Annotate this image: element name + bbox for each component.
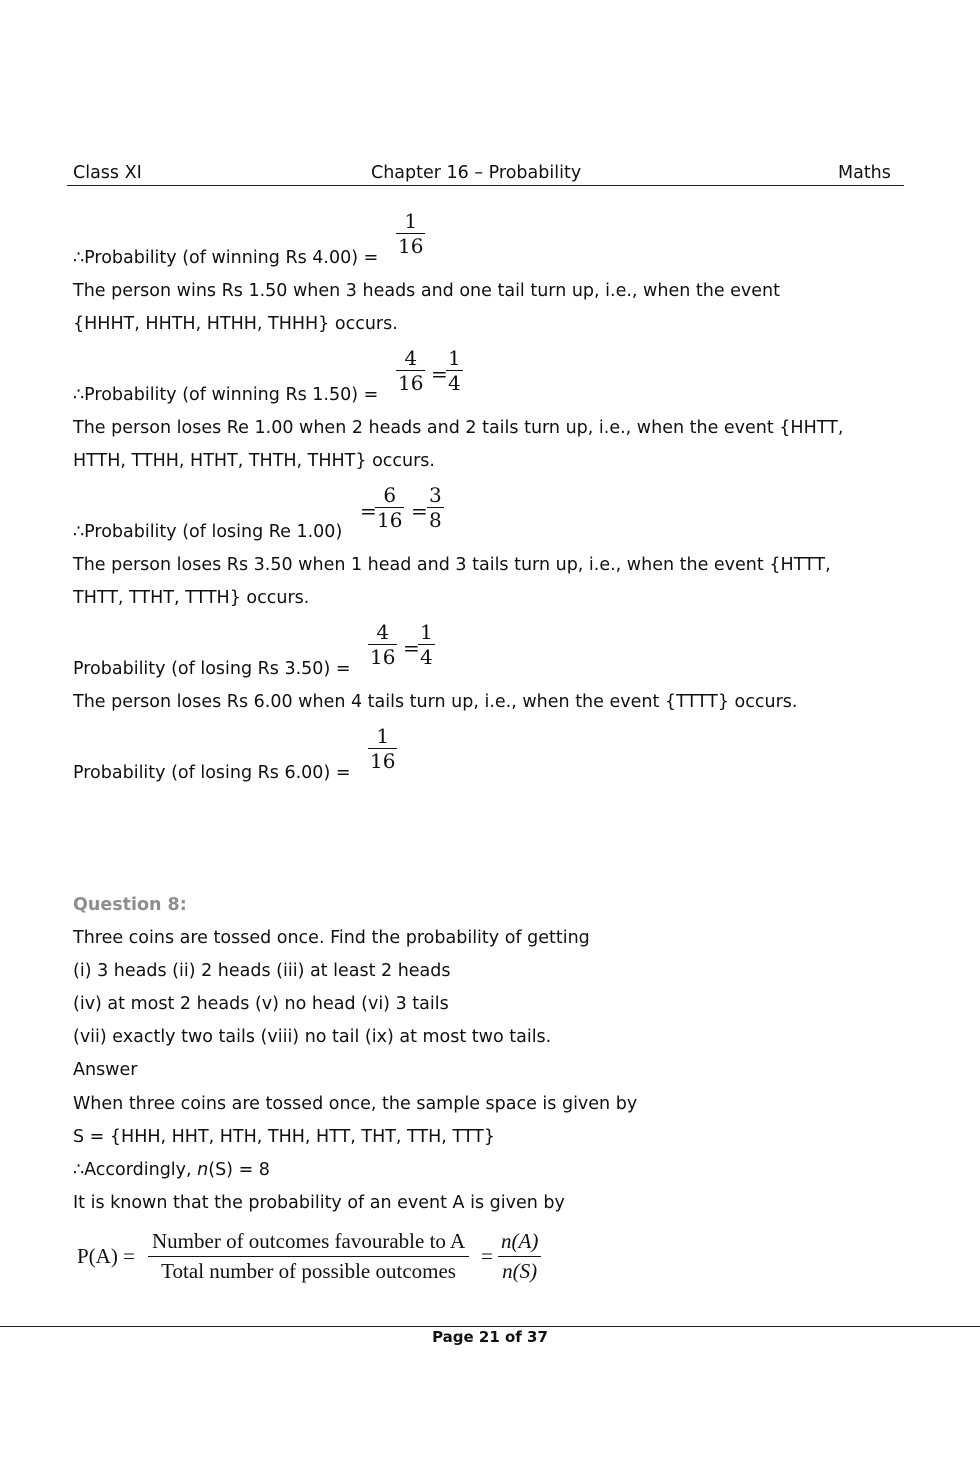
- numerator: 4: [404, 346, 418, 370]
- equals-sign: =: [403, 636, 420, 660]
- fraction-6-16: [375, 483, 404, 532]
- denominator: 16: [398, 371, 424, 395]
- footer-rule: [0, 1326, 980, 1327]
- fraction-3-8: [427, 483, 444, 532]
- text-line: The person loses Re 1.00 when 2 heads and 2 tails turn up, i.e., when the event {HHTT,: [73, 418, 844, 438]
- fraction-1-16: [396, 209, 425, 258]
- text-line: The person wins Rs 1.50 when 3 heads and one tail turn up, i.e., when the event: [73, 281, 780, 301]
- fraction-4-16: [396, 346, 425, 395]
- denominator: 8: [429, 508, 442, 532]
- text-line: The person loses Rs 6.00 when 4 tails turn up, i.e., when the event {TTTT} occurs.: [73, 692, 798, 712]
- fraction-1-4: [418, 620, 435, 669]
- answer-line: S = {HHH, HHT, HTH, THH, HTT, THT, TTH, TTT}: [73, 1127, 495, 1147]
- prob-lose-350-label: Probability (of losing Rs 3.50) =: [73, 659, 351, 679]
- answer-heading: Answer: [73, 1060, 138, 1080]
- answer-line: [73, 1160, 270, 1180]
- denominator: 4: [420, 645, 433, 669]
- formula-lhs: P(A) =: [77, 1244, 135, 1268]
- question-line: (vii) exactly two tails (viii) no tail (ix) at most two tails.: [73, 1027, 552, 1047]
- question-line: (iv) at most 2 heads (v) no head (vi) 3 tails: [73, 994, 449, 1014]
- fraction-4-16: [368, 620, 397, 669]
- fraction-1-16: [368, 724, 397, 773]
- fraction-1-4: [446, 346, 463, 395]
- n-symbol: n: [197, 1160, 209, 1180]
- formula-numerator: n(A): [501, 1229, 539, 1253]
- answer-line: It is known that the probability of an event A is given by: [73, 1193, 565, 1213]
- formula-denominator: n(S): [498, 1256, 541, 1284]
- text-line: {HHHT, HHTH, HTHH, THHH} occurs.: [73, 314, 398, 334]
- numerator: 4: [376, 620, 390, 644]
- answer-text: ∴Accordingly,: [73, 1160, 198, 1180]
- numerator: 1: [420, 620, 433, 644]
- prob-win-150-label: ∴Probability (of winning Rs 1.50) =: [73, 385, 379, 405]
- header-subject: Maths: [838, 163, 891, 183]
- formula-fraction: [148, 1229, 469, 1284]
- question-line: Three coins are tossed once. Find the probability of getting: [73, 928, 590, 948]
- prob-win-4-label: ∴Probability (of winning Rs 4.00) =: [73, 248, 379, 268]
- formula-fraction-n: [498, 1229, 541, 1284]
- question-title: Question 8:: [73, 895, 187, 915]
- denominator: 4: [448, 371, 461, 395]
- formula-denominator: Total number of possible outcomes: [148, 1256, 469, 1284]
- prob-lose-6-label: Probability (of losing Rs 6.00) =: [73, 763, 351, 783]
- numerator: 1: [448, 346, 461, 370]
- header-chapter: Chapter 16 – Probability: [371, 163, 582, 183]
- answer-line: When three coins are tossed once, the sample space is given by: [73, 1094, 638, 1114]
- numerator: 3: [429, 483, 442, 507]
- text-line: THTT, TTHT, TTTH} occurs.: [73, 588, 310, 608]
- page-number: Page 21 of 37: [432, 1328, 548, 1346]
- header-rule: [67, 185, 904, 186]
- equals-sign: =: [431, 362, 448, 386]
- equals-sign: =: [360, 499, 377, 523]
- equals-sign: =: [481, 1244, 493, 1268]
- denominator: 16: [377, 508, 403, 532]
- numerator: 1: [376, 724, 390, 748]
- question-line: (i) 3 heads (ii) 2 heads (iii) at least 2 heads: [73, 961, 451, 981]
- answer-text: (S) = 8: [208, 1160, 270, 1180]
- numerator: 6: [383, 483, 397, 507]
- numerator: 1: [404, 209, 418, 233]
- formula-numerator: Number of outcomes favourable to A: [152, 1229, 466, 1253]
- text-line: HTTH, TTHH, HTHT, THTH, THHT} occurs.: [73, 451, 435, 471]
- denominator: 16: [370, 749, 396, 773]
- text-line: The person loses Rs 3.50 when 1 head and 3 tails turn up, i.e., when the event {HTTT,: [73, 555, 831, 575]
- prob-lose-1-label: ∴Probability (of losing Re 1.00): [73, 522, 343, 542]
- equals-sign: =: [411, 499, 428, 523]
- denominator: 16: [398, 234, 424, 258]
- denominator: 16: [370, 645, 396, 669]
- header-class: Class XI: [73, 163, 142, 183]
